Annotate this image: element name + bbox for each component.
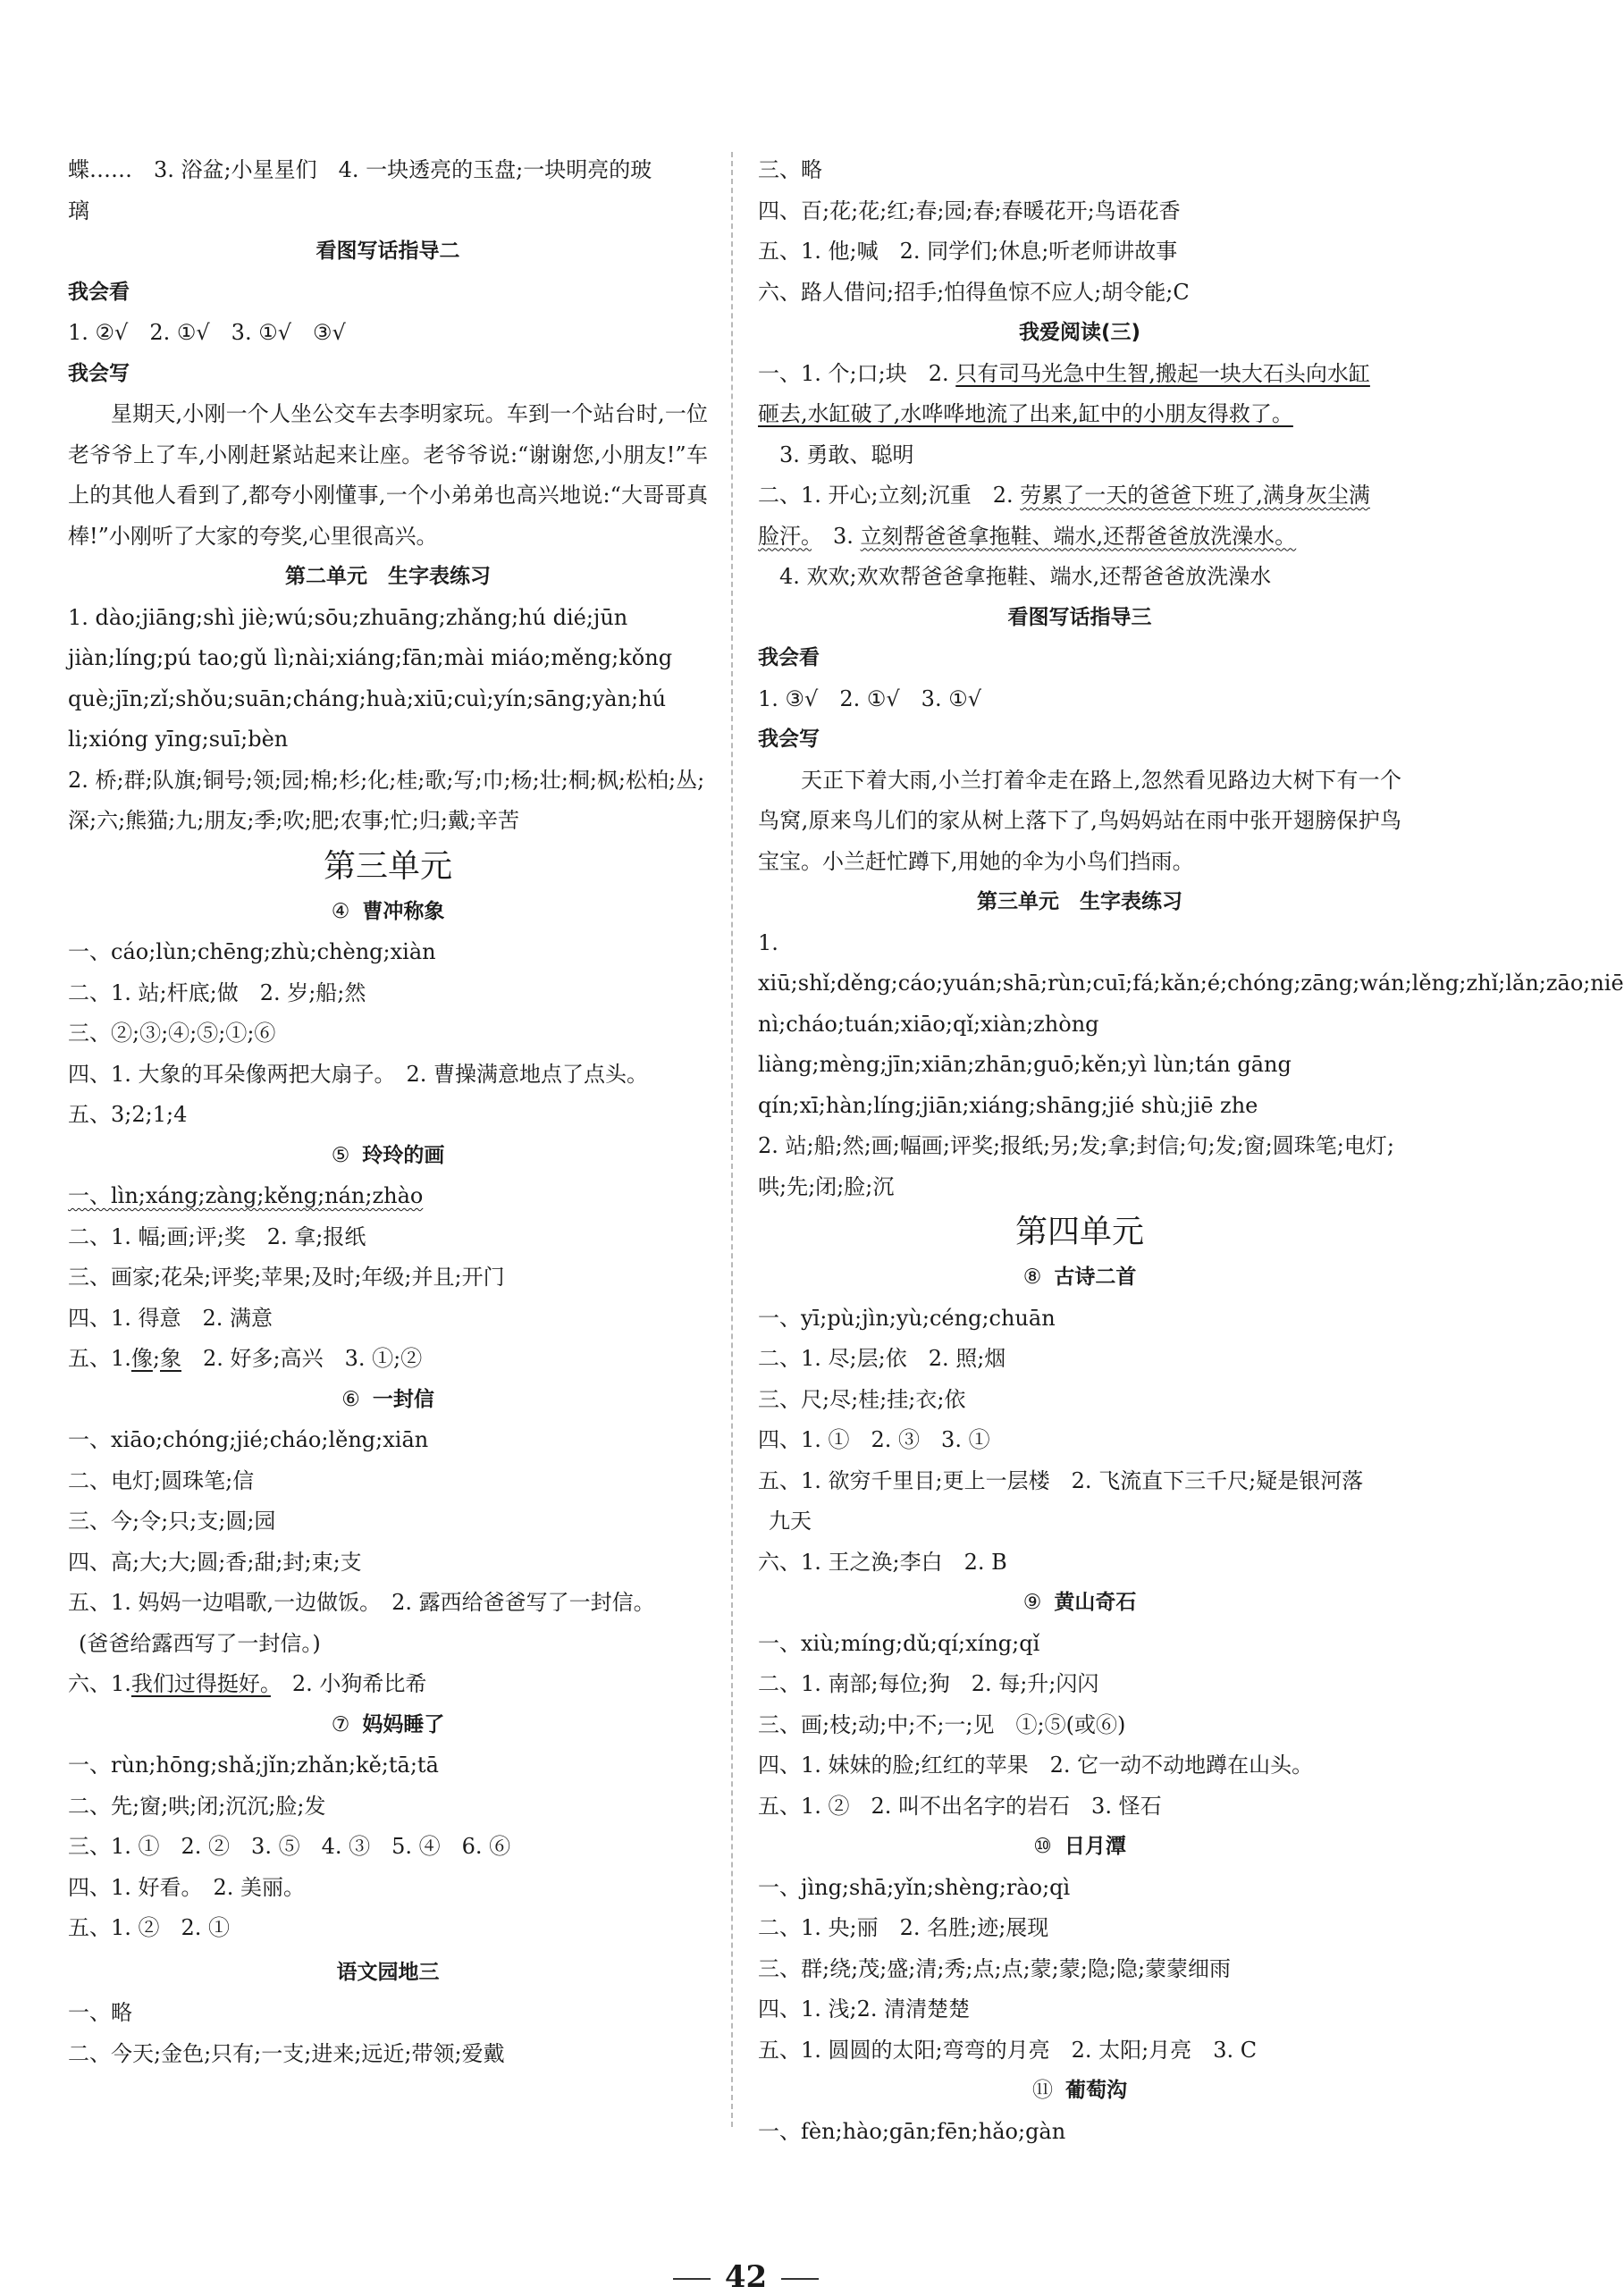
column-divider [731, 152, 733, 2127]
wavy-underlined-answer: 一、lìn;xáng;zàng;kěng;nán;zhào [68, 1183, 424, 1208]
answer-suffix: 2. 好多;高兴 3. ①;② [181, 1346, 423, 1371]
lesson-number: ⑤ [331, 1143, 350, 1167]
lesson-number: ⑨ [1022, 1591, 1042, 1614]
page-number: 42 [724, 2259, 768, 2295]
answer-prefix: 五、1. [68, 1346, 131, 1371]
lesson-title: 玲玲的画 [362, 1143, 445, 1167]
right-column [758, 150, 1624, 2152]
section-heading: 第二单元 生字表练习 [285, 565, 491, 588]
lesson-heading [758, 1583, 1401, 1624]
answer-line: 五、1. 欲穷千里目;更上一层楼 2. 飞流直下三千尺;疑是银河落 [758, 1467, 1364, 1493]
answer-line: 二、1. 尽;层;依 2. 照;烟 [758, 1346, 1006, 1371]
lesson-number: ④ [331, 899, 350, 923]
unit-title: 第三单元 [323, 847, 452, 885]
character-answers: 2. 站;船;然;画;幅画;评奖;报纸;另;发;拿;封信;句;发;窗;圆珠笔;电灯;哄;先;闭;脸;沉 [758, 1133, 1394, 1199]
answer-line: 六、路人借问;招手;怕得鱼惊不应人;胡令能;C [758, 279, 1190, 305]
lesson-title: 曹冲称象 [362, 899, 445, 923]
answer-line: 一、略 [68, 2000, 132, 2025]
answer-prefix: 一、1. 个;口;块 2. [758, 360, 949, 386]
answer-line: 一、fèn;hào;gān;fēn;hǎo;gàn [758, 2118, 1066, 2144]
answer-line [758, 354, 1401, 395]
answer-line: 五、3;2;1;4 [68, 1102, 188, 1127]
answer-line: 一、jìng;shā;yǐn;shèng;rào;qì [758, 1874, 1071, 1900]
answer-line [758, 517, 1401, 558]
answer-line: 六、1. 王之涣;李白 2. B [758, 1549, 1007, 1575]
answer-line [68, 1176, 708, 1217]
answer-line: 三、画家;花朵;评奖;苹果;及时;年级;并且;开门 [68, 1265, 505, 1290]
section-heading: 看图写话指导二 [316, 240, 460, 263]
answer-line: 二、1. 南部;每位;狗 2. 每;升;闪闪 [758, 1671, 1099, 1696]
answer-prefix: 六、1. [68, 1671, 131, 1696]
answer-line: 1. ②√ 2. ①√ 3. ①√ ③√ [68, 320, 346, 345]
answer-line: 三、画;枝;动;中;不;一;见 ①;⑤(或⑥) [758, 1711, 1126, 1737]
separator: ; [152, 1346, 160, 1371]
subsection-label: 我会看 [68, 280, 130, 304]
section-heading: 我爱阅读(三) [1018, 321, 1141, 344]
lesson-number: ⑩ [1033, 1835, 1052, 1858]
answer-line [68, 1339, 708, 1380]
underlined-answer: 象 [160, 1346, 181, 1371]
wavy-underlined-answer: 脸汗。 [758, 523, 812, 549]
answer-line: 一、xiù;míng;dǔ;qí;xíng;qǐ [758, 1630, 1040, 1656]
underlined-answer: 只有司马光急中生智,搬起一块大石头向水缸 [955, 360, 1370, 386]
lesson-number: ⑧ [1022, 1265, 1042, 1289]
lesson-title: 黄山奇石 [1054, 1591, 1137, 1614]
answer-line [758, 394, 1401, 435]
lesson-heading [758, 1257, 1401, 1299]
answer-line: 三、今;令;只;支;圆;园 [68, 1509, 276, 1534]
subsection-label: 我会写 [68, 361, 130, 385]
section-heading: 看图写话指导三 [1007, 605, 1152, 629]
lesson-heading [68, 892, 708, 933]
answer-line [758, 475, 1401, 517]
answer-line: 二、先;窗;哄;闭;沉沉;脸;发 [68, 1793, 326, 1819]
lesson-title: 日月潭 [1064, 1835, 1126, 1858]
answer-line: 三、尺;尽;桂;挂;衣;依 [758, 1386, 966, 1412]
subsection-label: 我会看 [758, 646, 820, 669]
answer-line: 四、1. 大象的耳朵像两把大扇子。 2. 曹操满意地点了点头。 [68, 1061, 649, 1087]
answer-line: 四、1. 浅;2. 清清楚楚 [758, 1997, 971, 2022]
wavy-underlined-answer: 劳累了一天的爸爸下班了,满身灰尘满 [1020, 483, 1370, 508]
answer-line: 五、1. ② 2. 叫不出名字的岩石 3. 怪石 [758, 1793, 1162, 1819]
answer-line: 一、cáo;lùn;chēng;zhù;chèng;xiàn [68, 939, 436, 964]
section-heading: 语文园地三 [336, 1960, 440, 1984]
answer-line [68, 1664, 708, 1705]
lesson-title: 妈妈睡了 [362, 1712, 445, 1736]
pinyin-answers: 1. xiū;shǐ;děng;cáo;yuán;shā;rùn;cuī;fá;kǎn;é;chóng;zāng;wán;lěng;zhǐ;lǎn;zāo;niē nì;cháo;tuán;xiāo;qǐ;xiàn;zhòng liàng;mèng;jīn;xiān;zhān;guō;kěn;yì lùn;tán gāng qín;xī;hàn;líng;jiān;xiáng;shāng;jié shù;jiē zhe [758, 929, 1624, 1118]
answer-line: 五、1. 他;喊 2. 同学们;休息;听老师讲故事 [758, 239, 1178, 264]
underlined-answer: 像 [130, 1346, 153, 1371]
lesson-heading [68, 1380, 708, 1421]
lesson-number: ⑥ [341, 1387, 360, 1411]
left-column [68, 150, 708, 2074]
character-answers: 2. 桥;群;队旗;铜号;领;园;棉;杉;化;桂;歌;写;巾;杨;壮;桐;枫;松柏;丛;深;六;熊猫;九;朋友;季;吹;肥;农事;忙;归;戴;辛苦 [68, 767, 705, 833]
unit-title: 第四单元 [1014, 1214, 1144, 1250]
essay-paragraph: 星期天,小刚一个人坐公交车去李明家玩。车到一个站台时,一位老爷爷上了车,小刚赶紧站起来让座。老爷爷说:“谢谢您,小朋友!”车上的其他人看到了,都夸小刚懂事,一个小弟弟也高兴地说:“大哥哥真棒!”小刚听了大家的夸奖,心里很高兴。 [68, 401, 708, 549]
answer-prefix: 二、1. 开心;立刻;沉重 2. [758, 483, 1014, 508]
lesson-heading [68, 1136, 708, 1177]
answer-line: 四、高;大;大;圆;香;甜;封;束;支 [68, 1549, 362, 1575]
answer-line: 三、略 [758, 157, 822, 182]
answer-line: (爸爸给露西写了一封信。) [79, 1630, 321, 1656]
answer-line: 一、xiāo;chóng;jié;cháo;lěng;xiān [68, 1427, 429, 1452]
answer-line: 二、1. 幅;画;评;奖 2. 拿;报纸 [68, 1223, 366, 1249]
answer-line: 四、1. 妹妹的脸;红红的苹果 2. 它一动不动地蹲在山头。 [758, 1753, 1314, 1778]
answer-line: 二、1. 央;丽 2. 名胜;迹;展现 [758, 1915, 1049, 1940]
answer-line: 五、1. 妈妈一边唱歌,一边做饭。 2. 露西给爸爸写了一封信。 [68, 1590, 655, 1615]
answer-line: 四、1. 好看。 2. 美丽。 [68, 1874, 306, 1900]
answer-line: 1. ③√ 2. ①√ 3. ①√ [758, 685, 982, 711]
answer-line: 二、1. 站;杆底;做 2. 岁;船;然 [68, 979, 366, 1005]
answer-line: 三、②;③;④;⑤;①;⑥ [68, 1021, 276, 1046]
underlined-answer: 砸去,水缸破了,水哗哗地流了出来,缸中的小朋友得救了。 [758, 401, 1293, 426]
wavy-underlined-answer: 立刻帮爸爸拿拖鞋、端水,还帮爸爸放洗澡水。 [860, 523, 1297, 549]
answer-line: 二、电灯;圆珠笔;信 [68, 1467, 255, 1493]
lesson-heading [758, 2071, 1401, 2112]
essay-paragraph: 天正下着大雨,小兰打着伞走在路上,忽然看见路边大树下有一个鸟窝,原来鸟儿们的家从树上落下了,鸟妈妈站在雨中张开翅膀保护鸟宝宝。小兰赶忙蹲下,用她的伞为小鸟们挡雨。 [758, 767, 1401, 874]
answer-line: 一、yī;pù;jìn;yù;céng;chuān [758, 1305, 1056, 1331]
lesson-number: ⑦ [331, 1712, 350, 1736]
lesson-title: 葡萄沟 [1065, 2079, 1127, 2102]
answer-line: 三、群;绕;茂;盛;清;秀;点;点;蒙;蒙;隐;隐;蒙蒙细雨 [758, 1955, 1232, 1981]
answer-line: 五、1. 圆圆的太阳;弯弯的月亮 2. 太阳;月亮 3. C [758, 2037, 1258, 2063]
answer-line: 3. 勇敢、聪明 [779, 441, 914, 467]
answer-middle: 3. [812, 523, 854, 549]
lesson-heading [758, 1827, 1401, 1868]
lesson-heading [68, 1705, 708, 1746]
page-footer [0, 2259, 1492, 2295]
answer-line: 四、百;花;花;红;春;园;春;春暖花开;鸟语花香 [758, 198, 1181, 223]
answer-line: 璃 [68, 198, 89, 223]
answer-suffix: 2. 小狗希比希 [270, 1671, 427, 1696]
answer-line: 蝶…… 3. 浴盆;小星星们 4. 一块透亮的玉盘;一块明亮的玻 [68, 157, 652, 182]
lesson-title: 一封信 [372, 1387, 434, 1411]
footer-dash-left [673, 2278, 711, 2280]
subsection-label: 我会写 [758, 727, 820, 751]
answer-line: 五、1. ② 2. ① [68, 1915, 231, 1940]
answer-line: 一、rùn;hōng;shǎ;jǐn;zhǎn;kě;tā;tā [68, 1753, 439, 1778]
pinyin-answers: 1. dào;jiāng;shì jiè;wú;sōu;zhuāng;zhǎng;hú dié;jūn jiàn;líng;pú tao;gǔ lì;nài;xiáng;fān;mài miáo;měng;kǒng què;jīn;zǐ;shǒu;suān;cháng;huà;xiū;cuì;yín;sāng;yàn;hú li;xióng yīng;suī;bèn [68, 604, 673, 752]
answer-line: 九天 [769, 1509, 812, 1534]
underlined-answer: 我们过得挺好。 [130, 1671, 271, 1696]
answer-line: 三、1. ① 2. ② 3. ⑤ 4. ③ 5. ④ 6. ⑥ [68, 1834, 511, 1859]
answer-line: 四、1. ① 2. ③ 3. ① [758, 1427, 990, 1452]
answer-line: 4. 欢欢;欢欢帮爸爸拿拖鞋、端水,还帮爸爸放洗澡水 [779, 564, 1272, 589]
lesson-number: ⑪ [1032, 2079, 1053, 2102]
lesson-title: 古诗二首 [1054, 1265, 1137, 1289]
answer-line: 四、1. 得意 2. 满意 [68, 1305, 273, 1331]
footer-dash-right [781, 2278, 819, 2280]
answer-line: 二、今天;金色;只有;一支;进来;远近;带领;爱戴 [68, 2040, 505, 2066]
section-heading: 第三单元 生字表练习 [977, 890, 1182, 913]
